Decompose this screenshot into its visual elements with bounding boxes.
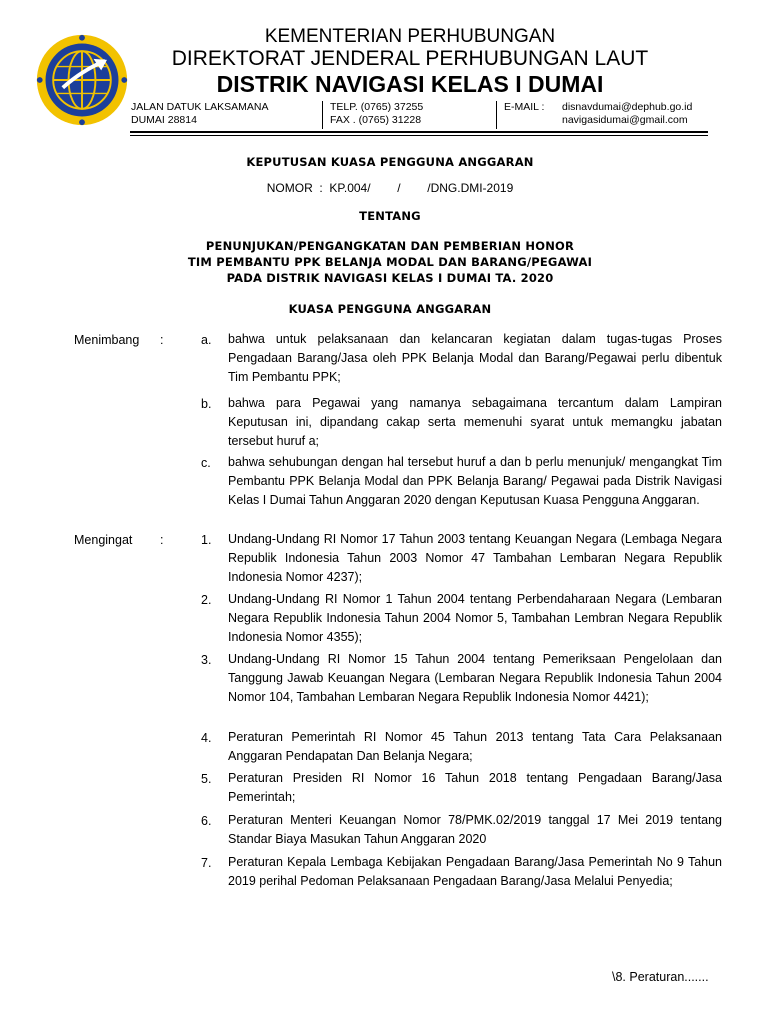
list-item: Peraturan Menteri Keuangan Nomor 78/PMK.02/2019 tanggal 17 Mei 2019 tentang Standar Biaya Masukan Tahun Anggaran 2020 [228,813,722,846]
address-city: DUMAI 28814 [131,114,197,126]
phone-block [330,101,423,127]
address-street: JALAN DATUK LAKSAMANA [131,101,269,113]
decree-tentang: TENTANG [359,209,421,223]
list-item-marker: 6. [201,814,212,828]
decree-subject: TIM PEMBANTU PPK BELANJA MODAL DAN BARANG/PEGAWAI [187,255,593,269]
list-item-marker: 2. [201,593,212,607]
ministry-logo-icon [34,32,130,128]
list-item-marker: 5. [201,772,212,786]
menimbang-label: Menimbang [74,333,140,347]
divider [322,101,323,129]
list-item-marker: 3. [201,653,212,667]
menimbang-colon: : [160,333,164,347]
list-item: bahwa sehubungan dengan hal tersebut huruf a dan b perlu menunjuk/ mengangkat Tim Pembantu PPK Belanja Modal dan PPK Belanja Barang/ Pegawai pada Distrik Navigasi Kelas I Dumai Tahun Anggaran 2020 dengan Keputusan Kuasa Pengguna Anggaran. [228,455,722,507]
fax-number: FAX . (0765) 31228 [330,114,422,126]
directorate-name: DIREKTORAT JENDERAL PERHUBUNGAN LAUT [171,47,649,70]
list-item: Undang-Undang RI Nomor 15 Tahun 2004 tentang Pemeriksaan Pengelolaan dan Tanggung Jawab Keuangan Negara (Lembaran Negara Republik Indonesia Tahun 2004 Nomor 104, Tambahan Lembaran Negara Republik Indonesia Nomor 4421); [228,652,722,704]
list-item-marker: a. [201,333,212,347]
list-item: Peraturan Pemerintah RI Nomor 45 Tahun 2013 tentang Tata Cara Pelaksanaan Anggaran Pendapatan Dan Belanja Negara; [228,730,722,763]
decree-subject: PENUNJUKAN/PENGANGKATAN DAN PEMBERIAN HONOR [205,239,575,253]
decree-number: NOMOR : KP.004/ / /DNG.DMI-2019 [266,181,514,195]
list-item-marker: b. [201,397,212,411]
email-address: disnavdumai@dephub.go.id [562,101,693,113]
list-item: Undang-Undang RI Nomor 17 Tahun 2003 tentang Keuangan Negara (Lembaga Negara Republik Indonesia Tahun 2003 Nomor 47 Tambahan Lembaran Negara Republik Indonesia Nomor 4237); [228,532,722,584]
divider [496,101,497,129]
mengingat-label: Mengingat [74,533,133,547]
decree-subject: PADA DISTRIK NAVIGASI KELAS I DUMAI TA. 2020 [226,271,554,285]
list-item: bahwa para Pegawai yang namanya sebagaimana tercantum dalam Lampiran Keputusan ini, dipandang cakap serta memenuhi syarat untuk memangku jabatan tersebut huruf a; [228,396,722,448]
list-item: Undang-Undang RI Nomor 1 Tahun 2004 tentang Perbendaharaan Negara (Lembaran Negara Republik Indonesia Tahun 2004 Nomor 5, Tambahan Lembran Negara Republik Indonesia Nomor 4355); [228,592,722,644]
address-block [131,101,269,127]
list-item: Peraturan Presiden RI Nomor 16 Tahun 2018 tentang Pengadaan Barang/Jasa Pemerintah; [228,771,722,804]
list-item-marker: 7. [201,856,212,870]
page-continuation: \8. Peraturan....... [612,970,709,984]
header-rule [130,131,708,133]
header-rule [130,135,708,136]
list-item-marker: c. [201,456,211,470]
phone-number: TELP. (0765) 37255 [330,101,424,113]
decree-authority: KUASA PENGGUNA ANGGARAN [288,302,492,316]
email-block [562,101,692,127]
list-item-marker: 1. [201,533,212,547]
ministry-name: KEMENTERIAN PERHUBUNGAN [264,26,556,47]
list-item: Peraturan Kepala Lembaga Kebijakan Pengadaan Barang/Jasa Pemerintah No 9 Tahun 2019 perihal Pedoman Pelaksanaan Pengadaan Barang/Jasa Melalui Penyedia; [228,855,722,888]
email-label: E-MAIL : [504,101,545,113]
list-item-marker: 4. [201,731,212,745]
email-address: navigasidumai@gmail.com [562,114,688,126]
decree-title: KEPUTUSAN KUASA PENGGUNA ANGGARAN [246,155,534,169]
mengingat-colon: : [160,533,164,547]
office-name: DISTRIK NAVIGASI KELAS I DUMAI [216,71,604,97]
list-item: bahwa untuk pelaksanaan dan kelancaran kegiatan dalam tugas-tugas Proses Pengadaan Barang/Jasa oleh PPK Belanja Modal dan Barang/Pegawai perlu dibentuk Tim Pembantu PPK; [228,332,722,384]
